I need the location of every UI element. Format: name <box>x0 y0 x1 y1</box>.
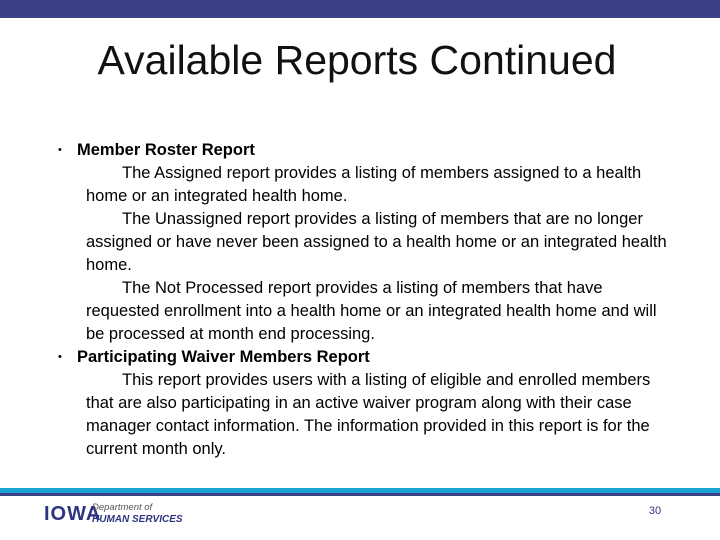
bullet-paragraph: This report provides users with a listing of eligible and enrolled members that are also participating in an active waiver program along with their case manager contact information. The information provided in this report is for the current month only. <box>86 371 651 458</box>
bullet-marker: • <box>58 351 62 363</box>
bullet-item-member-roster <box>44 139 674 346</box>
bullet-title: Member Roster Report <box>77 141 255 159</box>
slide-title: Available Reports Continued <box>97 37 617 83</box>
page-number: 30 <box>648 505 662 517</box>
footer-accent-bar-dark <box>0 493 720 496</box>
top-accent-bar <box>0 0 720 18</box>
bullet-title: Participating Waiver Members Report <box>77 348 370 366</box>
logo-wordmark: IOWA <box>44 503 102 525</box>
iowa-dhs-logo <box>44 502 184 528</box>
bullet-paragraph: The Unassigned report provides a listing of members that are no longer assigned or have never been assigned to a health home or an integrated health home. <box>86 210 667 274</box>
slide-body <box>44 139 674 461</box>
bullet-marker: • <box>58 144 62 156</box>
logo-human-services-text: HUMAN SERVICES <box>92 514 183 525</box>
bullet-paragraph: The Assigned report provides a listing of members assigned to a health home or an integrated health home. <box>86 164 642 205</box>
bullet-paragraph: The Not Processed report provides a listing of members that have requested enrollment into a health home or an integrated health home and will be processed at month end processing. <box>86 279 657 343</box>
bullet-item-waiver-members <box>44 346 674 461</box>
logo-department-text: Department of <box>92 502 153 513</box>
